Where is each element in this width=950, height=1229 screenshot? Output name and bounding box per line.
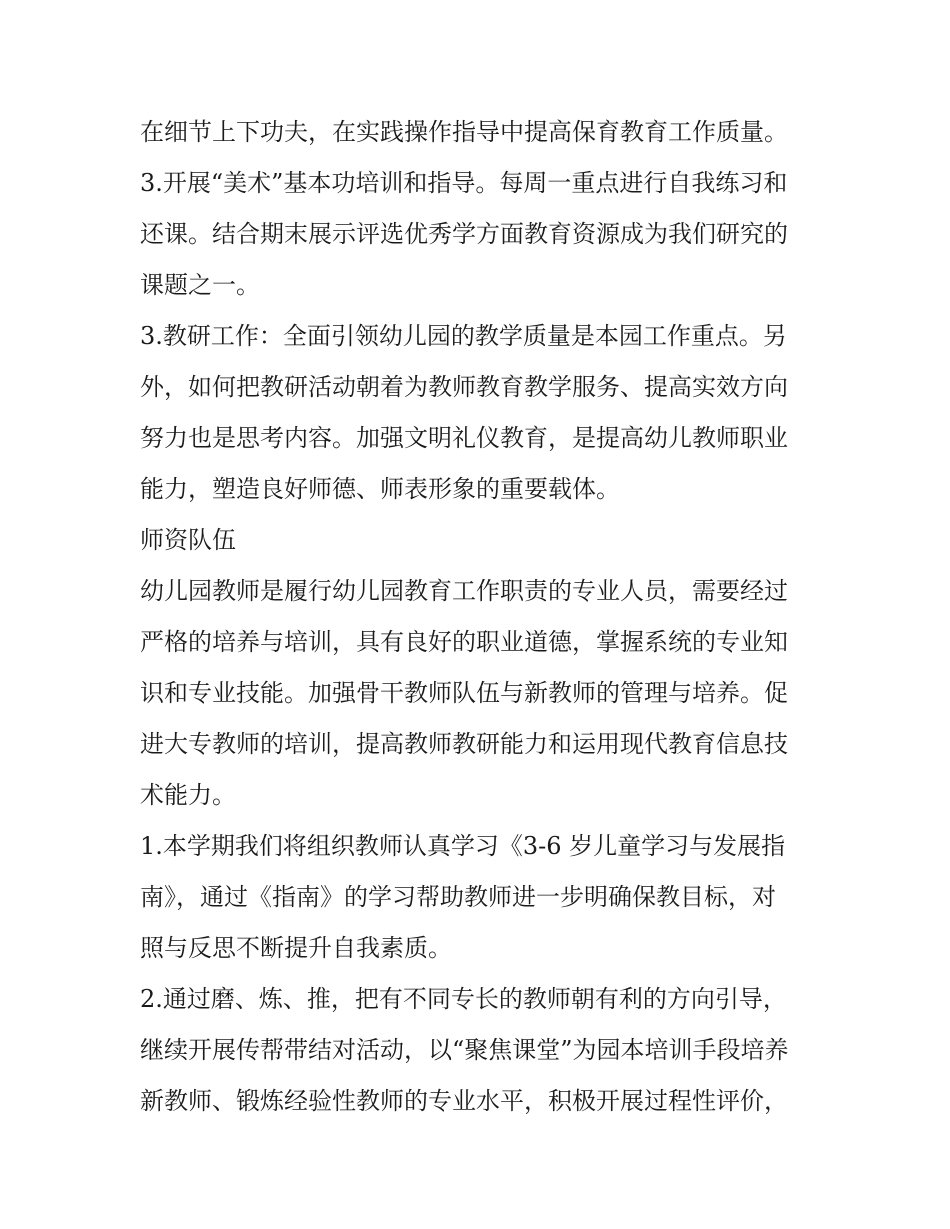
- text-line: 能力，塑造良好师德、师表形象的重要载体。: [140, 475, 620, 503]
- text-line: 幼儿园教师是履行幼儿园教育工作职责的专业人员，需要经过: [140, 577, 788, 605]
- text-line: 外，如何把教研活动朝着为教师教育教学服务、提高实效方向: [140, 373, 788, 401]
- text-line: 术能力。: [140, 781, 236, 809]
- text-line: 1.本学期我们将组织教师认真学习《3-6 岁儿童学习与发展指: [140, 832, 786, 860]
- text-line: 严格的培养与培训，具有良好的职业道德，掌握系统的专业知: [140, 628, 788, 656]
- text-line: 识和专业技能。加强骨干教师队伍与新教师的管理与培养。促: [140, 679, 788, 707]
- text-line: 进大专教师的培训，提高教师教研能力和运用现代教育信息技: [140, 730, 788, 758]
- text-line: 2.通过磨、炼、推，把有不同专长的教师朝有利的方向引导，: [140, 985, 787, 1013]
- text-line: 课题之一。: [140, 271, 260, 299]
- text-line: 在细节上下功夫，在实践操作指导中提高保育教育工作质量。: [140, 118, 788, 146]
- text-line: 照与反思不断提升自我素质。: [140, 934, 452, 962]
- text-line: 还课。结合期末展示评选优秀学方面教育资源成为我们研究的: [140, 220, 788, 248]
- text-line: 新教师、锻炼经验性教师的专业水平，积极开展过程性评价，: [140, 1087, 788, 1115]
- section-heading: 师资队伍: [140, 526, 236, 554]
- text-line: 努力也是思考内容。加强文明礼仪教育，是提高幼儿教师职业: [140, 424, 788, 452]
- text-line: 3.教研工作：全面引领幼儿园的教学质量是本园工作重点。另: [140, 322, 787, 350]
- document-body: [140, 107, 820, 1127]
- text-line: 继续开展传帮带结对活动，以“聚焦课堂”为园本培训手段培养: [140, 1036, 789, 1064]
- text-line: 南》，通过《指南》的学习帮助教师进一步明确保教目标，对: [140, 883, 776, 911]
- text-line: 3.开展“美术”基本功培训和指导。每周一重点进行自我练习和: [140, 169, 788, 197]
